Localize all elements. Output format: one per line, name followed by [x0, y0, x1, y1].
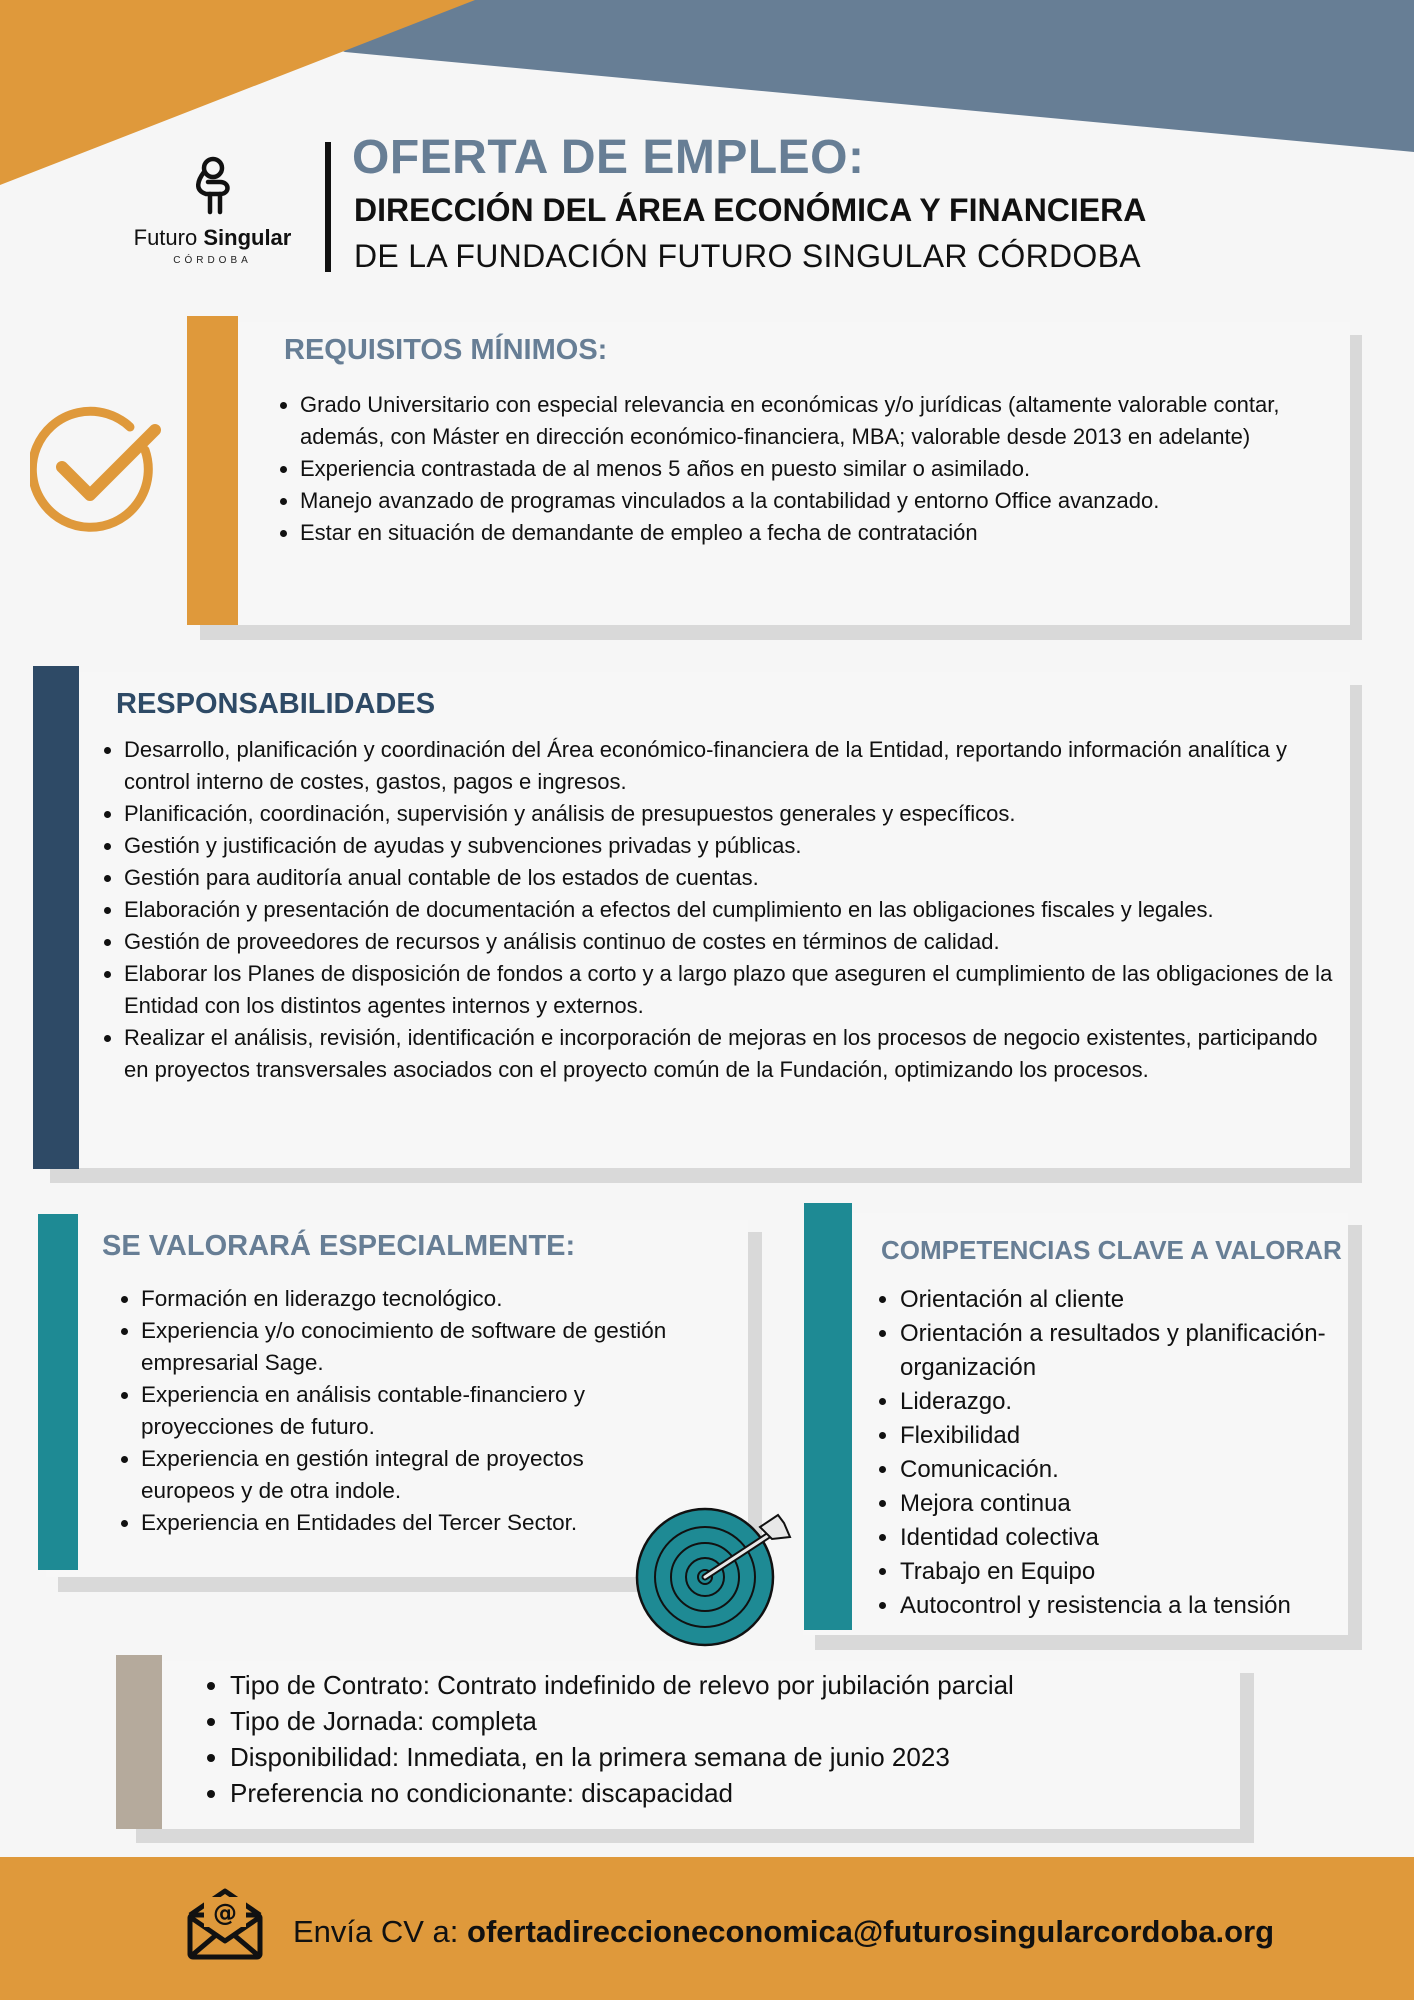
competencia-item: • Orientación al cliente [900, 1283, 1342, 1317]
footer-email-link[interactable]: ofertadireccioneconomica@futurosingularcordoba.org [467, 1914, 1275, 1949]
page-subtitle-2: DE LA FUNDACIÓN FUTURO SINGULAR CÓRDOBA [354, 238, 1141, 274]
requisito-item: • Manejo avanzado de programas vinculados a la contabilidad y entorno Office avanzado. [300, 485, 1302, 517]
requisitos-accent-bar [187, 316, 238, 625]
responsabilidades-accent-bar [33, 666, 79, 1169]
requisito-item: • Estar en situación de demandante de empleo a fecha de contratación [300, 517, 1302, 549]
requisitos-list [272, 389, 1302, 549]
condiciones-accent-bar [116, 1655, 162, 1829]
responsabilidad-item: • Elaborar los Planes de disposición de fondos a corto y a largo plazo que aseguren el cumplimiento de las obligaciones de la Entidad con los distintos agentes internos y externos. [124, 958, 1334, 1022]
valorara-item: • Formación en liderazgo tecnológico. [141, 1283, 673, 1315]
competencia-item: • Autocontrol y resistencia a la tensión [900, 1589, 1342, 1623]
responsabilidad-item: • Gestión para auditoría anual contable de los estados de cuentas. [124, 862, 1334, 894]
competencia-item: • Orientación a resultados y planificación-organización [900, 1317, 1342, 1385]
responsabilidad-item: • Planificación, coordinación, supervisión y análisis de presupuestos generales y específicos. [124, 798, 1334, 830]
requisitos-title: REQUISITOS MÍNIMOS: [284, 334, 608, 366]
valorara-title: SE VALORARÁ ESPECIALMENTE: [102, 1230, 576, 1262]
requisito-item: • Experiencia contrastada de al menos 5 años en puesto similar o asimilado. [300, 453, 1302, 485]
logo-name: Futuro Singular [133, 225, 292, 250]
footer-contact [293, 1914, 1274, 1950]
condicion-item: • Disponibilidad: Inmediata, en la primera semana de junio 2023 [230, 1739, 1212, 1775]
responsabilidad-item: • Gestión de proveedores de recursos y análisis continuo de costes en términos de calidad. [124, 926, 1334, 958]
responsabilidad-item: • Elaboración y presentación de documentación a efectos del cumplimiento en las obligaciones fiscales y legales. [124, 894, 1334, 926]
page-subtitle-1: DIRECCIÓN DEL ÁREA ECONÓMICA Y FINANCIERA [354, 192, 1147, 228]
mail-icon [184, 1885, 266, 1961]
competencias-list [872, 1283, 1342, 1623]
checkmark-icon [30, 405, 165, 535]
valorara-item: • Experiencia en gestión integral de proyectos europeos y de otra indole. [141, 1443, 673, 1507]
competencias-title: COMPETENCIAS CLAVE A VALORAR [881, 1235, 1342, 1265]
competencia-item: • Comunicación. [900, 1453, 1342, 1487]
competencia-item: • Liderazgo. [900, 1385, 1342, 1419]
condiciones-list [202, 1667, 1212, 1811]
svg-text:@: @ [213, 1899, 237, 1927]
header-divider [325, 142, 331, 272]
responsabilidades-list [96, 734, 1334, 1086]
footer-label: Envía CV a: [293, 1914, 459, 1949]
valorara-list [113, 1283, 673, 1539]
responsabilidad-item: • Desarrollo, planificación y coordinación del Área económico-financiera de la Entidad, reportando información analítica y control interno de costes, gastos, pagos e ingresos. [124, 734, 1334, 798]
responsabilidad-item: • Gestión y justificación de ayudas y subvenciones privadas y públicas. [124, 830, 1334, 862]
valorara-item: • Experiencia en análisis contable-financiero y proyecciones de futuro. [141, 1379, 673, 1443]
condicion-item: • Preferencia no condicionante: discapacidad [230, 1775, 1212, 1811]
competencia-item: • Mejora continua [900, 1487, 1342, 1521]
target-icon [632, 1505, 792, 1650]
competencia-item: • Identidad colectiva [900, 1521, 1342, 1555]
logo [120, 150, 305, 265]
page-title: OFERTA DE EMPLEO: [352, 131, 865, 184]
competencia-item: • Trabajo en Equipo [900, 1555, 1342, 1589]
competencias-accent-bar [804, 1203, 852, 1630]
condicion-item: • Tipo de Contrato: Contrato indefinido de relevo por jubilación parcial [230, 1667, 1212, 1703]
responsabilidad-item: • Realizar el análisis, revisión, identificación e incorporación de mejoras en los procesos de negocio existentes, participando en proyectos transversales asociados con el proyecto común de la Fundación, optimizando los procesos. [124, 1022, 1334, 1086]
logo-mark-icon [120, 150, 305, 220]
responsabilidades-title: RESPONSABILIDADES [116, 688, 436, 720]
valorara-item: • Experiencia y/o conocimiento de software de gestión empresarial Sage. [141, 1315, 673, 1379]
logo-subtitle: CÓRDOBA [173, 255, 252, 266]
condicion-item: • Tipo de Jornada: completa [230, 1703, 1212, 1739]
competencia-item: • Flexibilidad [900, 1419, 1342, 1453]
valorara-accent-bar [38, 1214, 78, 1570]
valorara-item: • Experiencia en Entidades del Tercer Sector. [141, 1507, 673, 1539]
requisito-item: • Grado Universitario con especial relevancia en económicas y/o jurídicas (altamente valorable contar, además, con Máster en dirección económico-financiera, MBA; valorable desde 2013 en adelante) [300, 389, 1302, 453]
